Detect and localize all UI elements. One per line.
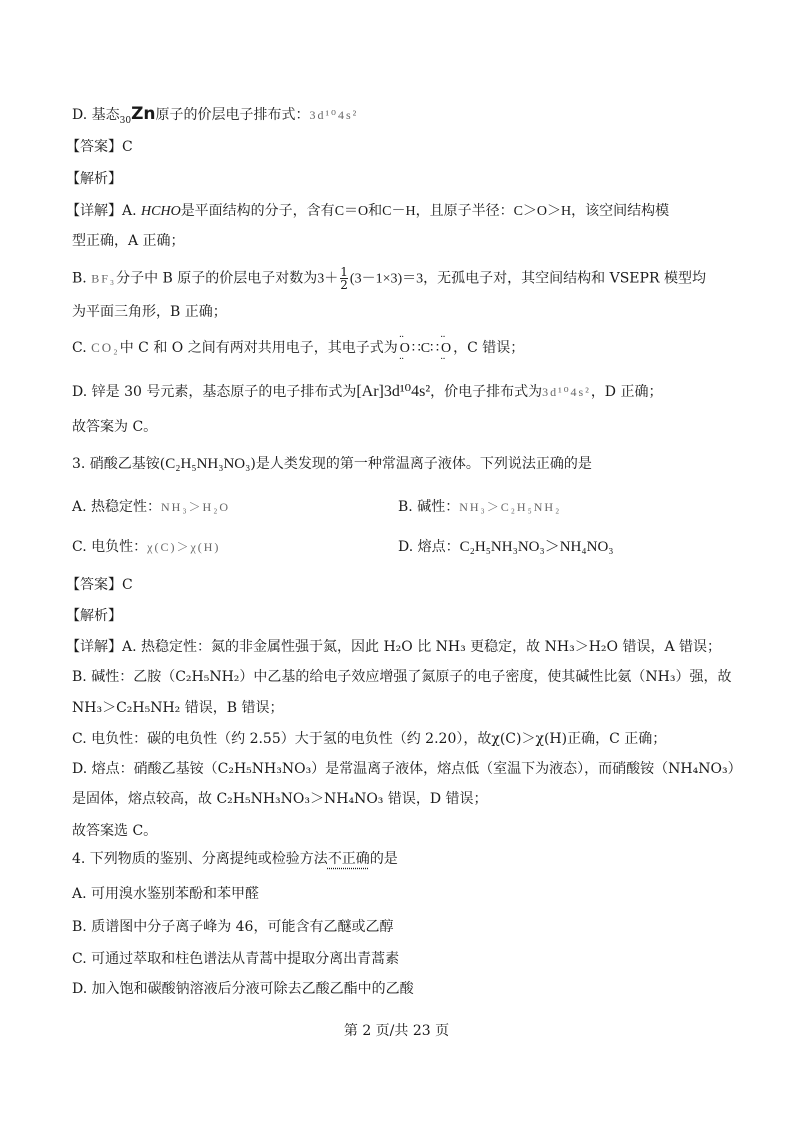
q3-option-d-label: D. 熔点：: [398, 539, 460, 555]
q2-conclusion: 故答案为 C。: [72, 419, 158, 435]
q2-detail-a: [66, 201, 669, 222]
frac-numerator: 1: [340, 265, 348, 279]
q4-stem-text-2: 的是: [369, 851, 398, 867]
ch-bond: C－H: [382, 204, 416, 219]
detail-a-text-4: ，该空间结构模: [571, 203, 670, 219]
q3-answer: [66, 575, 133, 595]
detail-a-text-1: 是平面结构的分子，含有: [180, 203, 335, 219]
q4-option-d: D. 加入饱和碳酸钠溶液后分液可除去乙酸乙酯中的乙酸: [72, 981, 414, 997]
q2-analysis-label: 【解析】: [66, 171, 122, 187]
detail-c-text-2: ，C 错误；: [453, 340, 525, 356]
lewis-oxygen-right: ·· O ··: [439, 339, 453, 359]
q3-option-a-formula: NH₃＞H₂O: [161, 500, 231, 514]
q2-option-d-suffix: 原子的价层电子排布式：: [155, 107, 310, 123]
frac-denominator: 2: [340, 278, 348, 292]
q3-option-d-formula: C₂H₅NH₃NO₃＞NH₄NO₃: [459, 539, 614, 555]
zn-electron-config: [Ar]3d¹⁰4s²: [356, 383, 431, 400]
q4-stem-emphasis: 不正确: [327, 851, 370, 867]
answer-value: C: [122, 139, 133, 155]
detail-b-text-1: 分子中 B 原子的价层电子对数为: [116, 270, 318, 287]
q2-detail-c: [72, 338, 524, 359]
detail-d-text-2: ，价电子排布式为: [430, 384, 543, 400]
q3-stem-text-2: )是人类发现的第一种常温离子液体。下列说法正确的是: [250, 456, 592, 472]
detail-d-text-1: D. 锌是 30 号元素，基态原子的电子排布式为: [72, 384, 357, 400]
q4-option-a: A. 可用溴水鉴别苯酚和苯甲醛: [72, 886, 260, 902]
detail-a-text-2: 和: [368, 203, 383, 219]
lewis-oxygen-left: ·· O ··: [398, 339, 412, 359]
hcho-formula: HCHO: [141, 204, 181, 219]
q2-answer: [66, 137, 133, 157]
eq-left: 3＋: [317, 271, 339, 287]
q3-stem-formula: C₂H₅NH₃NO₃: [165, 456, 251, 472]
q2-detail-b-cont: 为平面三角形，B 正确；: [72, 304, 227, 320]
detail-d-text-3: ，D 正确；: [590, 384, 663, 400]
zn-valence-config: 3d¹⁰4s²: [542, 385, 591, 399]
q3-stem: [72, 454, 592, 474]
q3-option-b-label: B. 碱性：: [398, 499, 460, 515]
q3-detail-b: B. 碱性：乙胺（C₂H₅NH₂）中乙基的给电子效应增强了氮原子的电子密度，使其碱性比氨（NH₃）强，故: [72, 669, 732, 685]
co-bond: C＝O: [334, 204, 369, 219]
q3-detail-b-cont: NH₃＞C₂H₅NH₂ 错误，B 错误；: [72, 700, 284, 716]
detail-a-prefix: 【详解】A.: [66, 203, 142, 219]
bf3-formula: BF₃: [91, 271, 117, 286]
q3-conclusion: 故答案选 C。: [72, 823, 158, 839]
q3-option-b-formula: NH₃＞C₂H₅NH₂: [459, 500, 562, 514]
lewis-carbon: ∷C∷: [411, 341, 439, 356]
q3-option-d: [398, 537, 614, 557]
detail-b-prefix: B.: [72, 270, 92, 287]
q3-analysis-label: 【解析】: [66, 608, 122, 624]
eq-right: (3－1×3)＝3: [349, 271, 424, 287]
detail-b-text-2: ，无孤电子对，其空间结构和 VSEPR 模型均: [423, 270, 706, 287]
q2-detail-b: [72, 266, 706, 291]
zn-atomic-number: 30: [119, 115, 132, 126]
fraction-one-half: [340, 266, 348, 291]
q2-option-d-formula: 3d¹⁰4s²: [309, 108, 359, 122]
q3-detail-c: C. 电负性：碳的电负性（约 2.55）大于氢的电负性（约 2.20），故χ(C)＞χ(H)正确，C 正确；: [72, 731, 667, 747]
q4-option-c: C. 可通过萃取和柱色谱法从青蒿中提取分离出青蒿素: [72, 951, 400, 967]
q2-option-d-prefix: D. 基态: [72, 107, 120, 123]
detail-a-text-3: ，且原子半径：: [415, 203, 514, 219]
q2-detail-a-cont: 型正确，A 正确；: [72, 233, 185, 249]
q2-option-d: [72, 104, 358, 131]
q4-option-b: B. 质谱图中分子离子峰为 46，可能含有乙醚或乙醇: [72, 919, 394, 935]
q4-stem-text-1: 4. 下列物质的鉴别、分离提纯或检验方法: [72, 851, 328, 867]
q3-detail-d-cont: 是固体，熔点较高，故 C₂H₅NH₃NO₃＞NH₄NO₃ 错误，D 错误；: [72, 791, 488, 807]
q3-option-b: [398, 497, 561, 517]
detail-c-prefix: C.: [72, 340, 92, 356]
page-footer: 第 2 页/共 23 页: [343, 1023, 450, 1039]
q4-stem: [72, 849, 398, 869]
answer-label: 【答案】: [66, 577, 122, 593]
answer-label: 【答案】: [66, 139, 122, 155]
q3-option-c: [72, 537, 220, 557]
q3-detail-d: D. 熔点：硝酸乙基铵（C₂H₅NH₃NO₃）是常温离子液体，熔点低（室温下为液态），而硝酸铵（NH₄NO₃）: [72, 761, 742, 777]
q2-detail-d: [72, 382, 663, 402]
co2-formula: CO₂: [91, 340, 120, 355]
q3-detail-a: 【详解】A. 热稳定性：氮的非金属性强于氮，因此 H₂O 比 NH₃ 更稳定，故 NH₃＞H₂O 错误，A 错误；: [66, 639, 722, 655]
q3-option-c-label: C. 电负性：: [72, 539, 148, 555]
answer-value: C: [122, 577, 133, 593]
q3-option-a-label: A. 热稳定性：: [72, 499, 162, 515]
radius-order: C＞O＞H: [513, 204, 572, 219]
detail-c-text-1: 中 C 和 O 之间有两对共用电子，其电子式为: [119, 340, 398, 356]
zn-symbol: Zn: [131, 104, 156, 124]
q3-option-c-formula: χ(C)＞χ(H): [147, 540, 221, 554]
q3-stem-text-1: 3. 硝酸乙基铵(: [72, 456, 166, 472]
q3-option-a: [72, 497, 230, 517]
